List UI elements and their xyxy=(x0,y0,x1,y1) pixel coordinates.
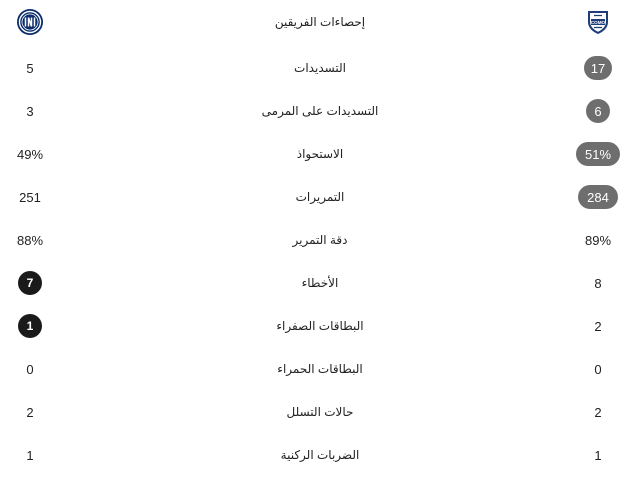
stat-label-yellow-cards: البطاقات الصفراء xyxy=(276,319,364,333)
away-pass-accuracy-value: 89% xyxy=(584,232,612,248)
como-logo-icon xyxy=(584,8,612,36)
away-team-logo-cell xyxy=(560,2,636,42)
home-team-logo-cell xyxy=(0,2,60,42)
inter-logo-icon xyxy=(16,8,44,36)
home-shots-value: 5 xyxy=(26,60,34,76)
home-yellow-cards-badge: 1 xyxy=(18,314,42,338)
away-corners-value: 1 xyxy=(594,447,602,463)
away-possession-pill: 51% xyxy=(576,142,620,166)
stat-label-red-cards: البطاقات الحمراء xyxy=(277,362,363,376)
stat-label-pass-accuracy: دقة التمرير xyxy=(292,233,348,247)
stat-label-shots-on-target: التسديدات على المرمى xyxy=(261,104,379,118)
stat-row-fouls xyxy=(0,263,640,303)
stat-label-passes: التمريرات xyxy=(295,190,345,204)
stat-row-passes xyxy=(0,177,640,217)
home-fouls-badge: 7 xyxy=(18,271,42,295)
away-shots-pill: 17 xyxy=(584,56,612,80)
home-shots-on-target-value: 3 xyxy=(26,103,34,119)
away-fouls-value: 8 xyxy=(594,275,602,291)
home-red-cards-value: 0 xyxy=(26,361,34,377)
away-shots-on-target-pill: 6 xyxy=(586,99,610,123)
stat-label-offsides: حالات التسلل xyxy=(286,405,354,419)
stat-row-corners xyxy=(0,435,640,475)
away-red-cards-value: 0 xyxy=(594,361,602,377)
home-possession-value: 49% xyxy=(16,146,44,162)
section-title: إحصاءات الفريقين xyxy=(274,15,366,29)
away-passes-pill: 284 xyxy=(578,185,618,209)
stat-row-pass-accuracy xyxy=(0,220,640,260)
home-corners-value: 1 xyxy=(26,447,34,463)
stat-row-shots-on-target xyxy=(0,91,640,131)
stat-row-possession xyxy=(0,134,640,174)
stat-row-red-cards xyxy=(0,349,640,389)
header-row xyxy=(0,2,640,42)
stat-row-shots xyxy=(0,48,640,88)
home-pass-accuracy-value: 88% xyxy=(16,232,44,248)
away-yellow-cards-value: 2 xyxy=(594,318,602,334)
stat-row-yellow-cards xyxy=(0,306,640,346)
stat-label-fouls: الأخطاء xyxy=(301,276,339,290)
stat-row-offsides xyxy=(0,392,640,432)
como-logo-text: COMO xyxy=(590,19,606,25)
stat-label-corners: الضربات الركنية xyxy=(280,448,360,462)
stat-label-shots: التسديدات xyxy=(294,61,346,75)
away-offsides-value: 2 xyxy=(594,404,602,420)
home-passes-value: 251 xyxy=(19,189,41,205)
stat-label-possession: الاستحواذ xyxy=(296,147,344,161)
home-offsides-value: 2 xyxy=(26,404,34,420)
